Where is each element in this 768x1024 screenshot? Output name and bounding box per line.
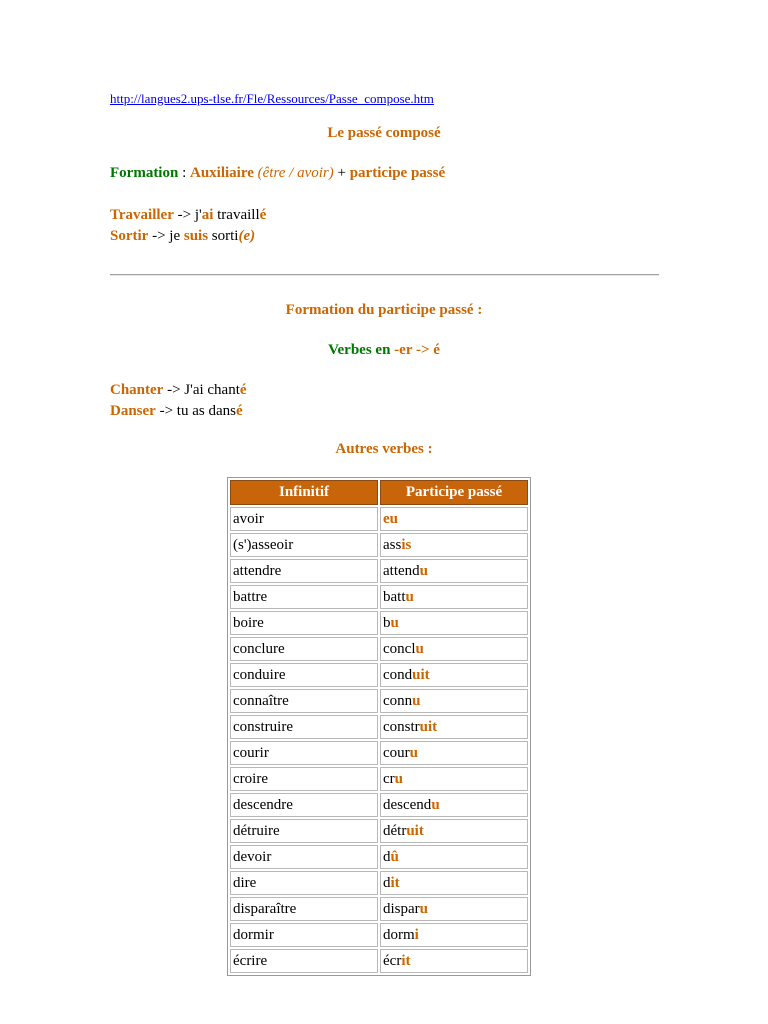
participe-stem: dispar	[383, 900, 420, 917]
participe-ending: u	[390, 614, 399, 631]
table-row	[230, 819, 528, 843]
auxiliaire-note: (être / avoir)	[257, 165, 334, 181]
participe-cell	[380, 897, 528, 921]
infinitif-cell: conclure	[230, 637, 378, 661]
table-row	[230, 663, 528, 687]
infinitif-cell: (s')asseoir	[230, 533, 378, 557]
participe-ending: u	[419, 900, 429, 917]
participe-cell	[380, 585, 528, 609]
participe-cell	[380, 689, 528, 713]
infinitif-cell: devoir	[230, 845, 378, 869]
participe-stem: détr	[383, 822, 407, 839]
participe-stem: attend	[383, 562, 420, 579]
participe-stem: cr	[383, 770, 395, 787]
participe-stem: cour	[383, 744, 410, 761]
participe-stem: concl	[383, 640, 416, 657]
participe-ending: eu	[383, 510, 398, 527]
table-row	[230, 949, 528, 973]
participe-stem: descend	[383, 796, 432, 813]
table-row	[230, 559, 528, 583]
infinitif-cell: boire	[230, 611, 378, 635]
participe-cell	[380, 741, 528, 765]
participe-stem: écr	[383, 952, 402, 969]
infinitif-cell: écrire	[230, 949, 378, 973]
example-arrow: -> je	[148, 228, 184, 244]
infinitif-cell: conduire	[230, 663, 378, 687]
participe-ending: u	[419, 562, 428, 579]
infinitif-cell: détruire	[230, 819, 378, 843]
example-aux: suis	[183, 228, 209, 244]
infinitif-cell: avoir	[230, 507, 378, 531]
participe-ending: uit	[419, 718, 438, 735]
participe-ending: uit	[406, 822, 424, 839]
participe-stem: d	[383, 874, 391, 891]
table-row	[230, 845, 528, 869]
section-heading-formation-participe: Formation du participe passé :	[285, 302, 483, 318]
table-row	[230, 533, 528, 557]
participe-ending: i	[414, 926, 419, 943]
participe-cell	[380, 949, 528, 973]
example-verb: Danser	[110, 403, 156, 419]
participe-ending: û	[390, 848, 399, 865]
participe-stem: cond	[383, 666, 413, 683]
participe-cell	[380, 819, 528, 843]
participe-cell	[380, 793, 528, 817]
example-ending: (e)	[238, 228, 256, 244]
infinitif-cell: descendre	[230, 793, 378, 817]
participe-cell	[380, 767, 528, 791]
header-participe-passe: Participe passé	[380, 480, 528, 505]
infinitif-cell: disparaître	[230, 897, 378, 921]
example-verb: Sortir	[110, 228, 149, 244]
table-row	[230, 507, 528, 531]
example-rest: -> tu as dans	[155, 403, 236, 419]
table-row	[230, 871, 528, 895]
er-examples	[110, 380, 247, 422]
table-row	[230, 741, 528, 765]
table-row	[230, 715, 528, 739]
participe-ending: u	[431, 796, 440, 813]
example-danser	[110, 401, 247, 422]
example-ending: é	[259, 207, 267, 223]
table-row	[230, 611, 528, 635]
example-stem: travaill	[217, 207, 260, 223]
participe-cell	[380, 871, 528, 895]
table-row	[230, 689, 528, 713]
participe-ending: u	[415, 640, 424, 657]
page-title: Le passé composé	[327, 125, 441, 141]
formation-label: Formation	[110, 165, 179, 181]
participe-ending: u	[405, 588, 414, 605]
table-row	[230, 897, 528, 921]
participe-label: participe passé	[349, 165, 446, 181]
example-verb: Chanter	[110, 382, 164, 398]
infinitif-cell: croire	[230, 767, 378, 791]
auxiliaire-label: Auxiliaire	[190, 165, 254, 181]
participe-stem: d	[383, 848, 391, 865]
formation-sep: :	[178, 165, 190, 181]
participe-stem: dorm	[383, 926, 415, 943]
example-sortir	[110, 226, 266, 247]
participe-cell	[380, 559, 528, 583]
participe-stem: batt	[383, 588, 406, 605]
participe-cell	[380, 923, 528, 947]
table-body	[230, 507, 528, 973]
example-arrow: -> j'	[173, 207, 202, 223]
example-rest: -> J'ai chant	[163, 382, 240, 398]
infinitif-cell: dormir	[230, 923, 378, 947]
verbs-table	[227, 477, 531, 976]
table-row	[230, 793, 528, 817]
infinitif-cell: construire	[230, 715, 378, 739]
section-heading-verbes-er	[0, 342, 768, 359]
participe-cell	[380, 611, 528, 635]
formation-examples	[110, 205, 266, 247]
participe-cell	[380, 715, 528, 739]
example-ending: é	[239, 382, 247, 398]
table-row	[230, 585, 528, 609]
participe-ending: uit	[412, 666, 430, 683]
section-heading-autres-verbes: Autres verbes :	[335, 441, 433, 457]
formation-rule	[110, 165, 445, 182]
example-travailler	[110, 205, 266, 226]
example-chanter	[110, 380, 247, 401]
participe-cell	[380, 637, 528, 661]
participe-cell	[380, 507, 528, 531]
plus-sign: +	[333, 165, 350, 181]
participe-ending: u	[412, 692, 421, 709]
infinitif-cell: connaître	[230, 689, 378, 713]
participe-cell	[380, 845, 528, 869]
heading-suffix: -er -> é	[394, 342, 440, 358]
table-row	[230, 923, 528, 947]
infinitif-cell: attendre	[230, 559, 378, 583]
source-url-link[interactable]: http://langues2.ups-tlse.fr/Fle/Ressources/Passe_compose.htm	[110, 91, 434, 106]
participe-ending: it	[401, 952, 411, 969]
participe-stem: ass	[383, 536, 402, 553]
table-row	[230, 637, 528, 661]
example-verb: Travailler	[110, 207, 174, 223]
infinitif-cell: battre	[230, 585, 378, 609]
participe-cell	[380, 533, 528, 557]
example-aux: ai	[201, 207, 214, 223]
infinitif-cell: dire	[230, 871, 378, 895]
participe-ending: u	[409, 744, 418, 761]
participe-stem: constr	[383, 718, 420, 735]
table-row	[230, 767, 528, 791]
participe-ending: is	[401, 536, 412, 553]
horizontal-divider	[110, 274, 659, 276]
participe-ending: u	[394, 770, 403, 787]
example-stem: sorti	[211, 228, 239, 244]
participe-stem: b	[383, 614, 391, 631]
participe-stem: conn	[383, 692, 413, 709]
table-header-row	[230, 480, 528, 505]
header-infinitif: Infinitif	[230, 480, 378, 505]
participe-ending: it	[390, 874, 400, 891]
heading-prefix: Verbes en	[328, 342, 395, 358]
infinitif-cell: courir	[230, 741, 378, 765]
example-ending: é	[235, 403, 243, 419]
participe-cell	[380, 663, 528, 687]
